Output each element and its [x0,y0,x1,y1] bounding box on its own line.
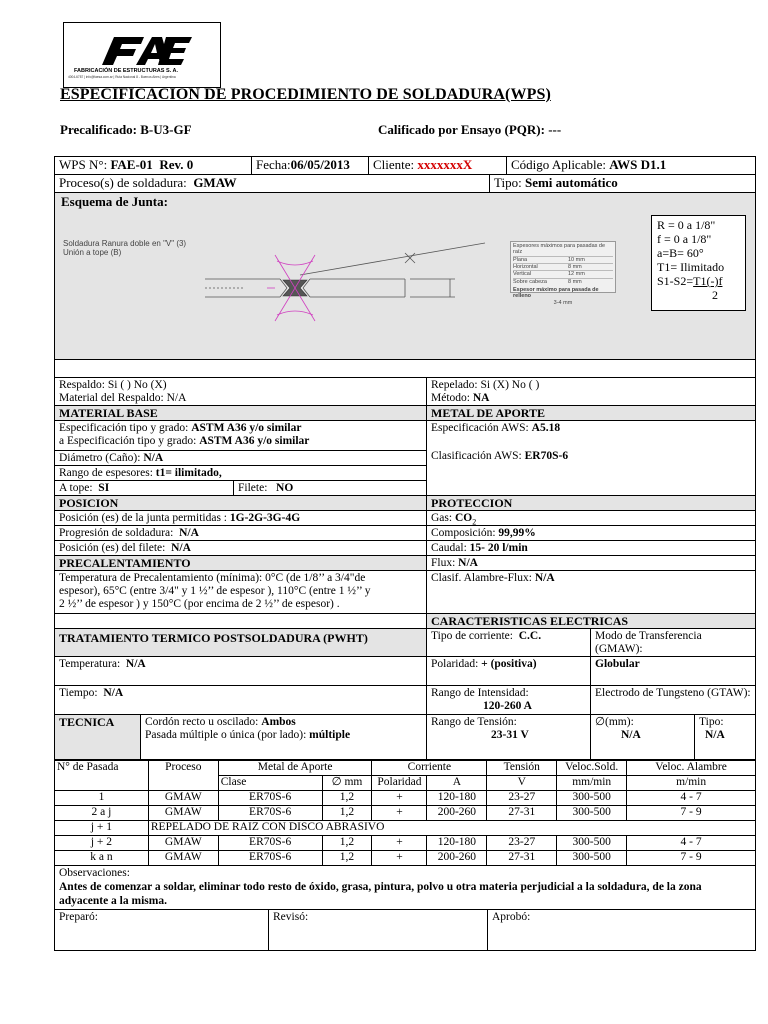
code-cell [506,156,756,175]
cell-amps: 120-180 [427,836,487,851]
prepared-by-label: Preparó: [59,911,98,923]
cell-polarity: + [372,836,427,851]
tungsten-cell [590,685,756,715]
preheat-line-3: 2 ½’’ de espesor ) y 150°C (por encima de 2 ½’’ de espesor) . [59,598,340,611]
date-value: 06/05/2013 [290,157,350,172]
notes-cell [54,865,756,910]
backing-material: Material del Respaldo: N/A [59,392,187,405]
fillet-position-cell [54,540,427,556]
cell-polarity: + [372,791,427,806]
aws-spec-label: Especificación AWS: [431,422,529,434]
date-cell [251,156,369,175]
document-title: ESPECIFICACION DE PROCEDIMIENTO DE SOLDADURA(WPS) [60,86,551,103]
logo-contact: 4004-6787 | info@faesa.com.ar | Ruta Nacional 8 - Buenos Aires | Argentina [68,75,176,79]
intensity-value: 120-260 A [483,700,532,713]
prepared-by-cell [54,909,269,951]
wps-number-label: WPS N°: [59,157,108,172]
header-process: Proceso [148,761,218,791]
pwht-time-value: N/A [103,687,124,699]
base-spec1-label: Especificación tipo y grado: [59,422,189,434]
wps-number: FAE-01 [110,157,153,172]
joint-position-value: 1G-2G-3G-4G [229,512,301,524]
composition-label: Composición: [431,527,496,539]
transfer-value-cell [590,656,756,686]
cell-backgouge-note: REPELADO DE RAIZ CON DISCO ABRASIVO [148,821,755,836]
reviewed-by-label: Revisó: [273,911,309,923]
notes-label: Observaciones: [59,867,130,879]
header-class: Clase [218,776,322,791]
code-label: Código Aplicable: [511,157,606,172]
code-value: AWS D1.1 [609,157,667,172]
protection-header: PROTECCION [426,495,756,511]
base-metal-header: MATERIAL BASE [54,405,427,421]
wire-flux-value: N/A [534,572,555,584]
cell-polarity: + [372,851,427,866]
preheat-header: PRECALENTAMIENTO [54,555,427,571]
pwht-time-label: Tiempo: [59,687,98,699]
base-spec2: ASTM A36 y/o similar [199,435,310,448]
header-pass: N° de Pasada [55,761,149,791]
flux-value: N/A [458,557,478,569]
flow-label: Caudal: [431,542,467,554]
cell-polarity: + [372,806,427,821]
pwht-temp-cell [54,656,427,686]
header-volts: V [487,776,557,791]
voltage-cell [426,714,591,760]
voltage-value: 23-31 V [491,729,529,742]
header-amps: A [427,776,487,791]
company-logo [63,22,221,88]
spec-foot: Espesor máximo para pasada de relleno [513,286,599,300]
gas-subscript: 2 [472,517,477,526]
process-value: GMAW [193,175,237,190]
composition-cell [426,525,756,541]
prequalified-label: Precalificado: B-U3-GF [60,122,192,137]
backing-choice: Respaldo: Si ( ) No (X) [59,379,167,391]
process-cell [54,174,490,193]
base-spec2-label: a Especificación tipo y grado: [59,435,197,448]
cell-wire: 4 - 7 [627,836,756,851]
fillet-position-value: N/A [171,542,191,554]
table-row [55,821,756,836]
type-label: Tipo: [494,175,522,190]
type-value: Semi automático [524,175,618,190]
spec-row: Plana 10 mm [513,256,613,263]
pwht-header: TRATAMIENTO TERMICO POSTSOLDADURA (PWHT) [54,628,427,657]
notes-text: Antes de comenzar a soldar, eliminar todo resto de óxido, grasa, pintura, polvo u otra materia perjudicial a la soldadura, de la zona adyacente a la misma. [59,881,702,908]
tungsten-type-value: N/A [705,729,725,742]
cell-diameter: 1,2 [322,851,372,866]
cell-wire: 7 - 9 [627,806,756,821]
logo-subtitle: FABRICACIÓN DE ESTRUCTURAS S. A. [74,68,178,74]
spec-title: Espesores máximos para pasadas de raíz [513,243,606,256]
method-value: NA [472,392,490,405]
joint-label: Esquema de Junta: [61,194,168,209]
pwht-time-cell [54,685,427,715]
table-row [55,791,756,806]
fillet-value: NO [276,482,294,494]
qualified-label: Calificado por Ensayo (PQR): --- [378,122,562,137]
weld-passes-table [54,760,756,866]
fillet-position-label: Posición (es) del filete: [59,542,166,554]
spec-foot-value: 3-4 mm [553,299,573,306]
formula-label: S1-S2= [657,274,694,288]
joint-params-box [651,215,746,311]
table-row [55,806,756,821]
cell-pass: 2 a j [55,806,149,821]
position-header: POSICION [54,495,427,511]
progression-cell [54,525,427,541]
spec-row: Sobre cabeza 8 mm [513,278,613,285]
cell-volts: 27-31 [487,806,557,821]
filler-metal-header: METAL DE APORTE [426,405,756,421]
fillet-cell [233,480,427,496]
cell-volts: 23-27 [487,836,557,851]
joint-position-label: Posición (es) de la junta permitidas : [59,512,227,524]
wire-flux-cell [426,570,756,614]
cell-pass: 1 [55,791,149,806]
preheat-line-1: Temperatura de Precalentamiento (mínima): 0°C (de 1/8’’ a 3/4"de [59,572,366,584]
cell-process: GMAW [148,806,218,821]
joint-drawing [205,233,515,335]
cell-amps: 120-180 [427,791,487,806]
date-label: Fecha: [256,157,291,172]
preheat-line-2: espesor), 65°C (entre 3/4" y 1 ½’’ de espesor ), 110°C (entre 1 ½’’ y [59,585,371,598]
butt-label: A tope: [59,482,93,494]
blank-before-pwht [54,613,427,629]
thickness-range-value: t1= ilimitado, [155,467,222,479]
cell-amps: 200-260 [427,806,487,821]
cell-process: GMAW [148,791,218,806]
spec-row: Vertical 12 mm [513,270,613,277]
flux-cell [426,555,756,571]
blank-row [54,359,756,378]
aws-spec-value: A5.18 [531,422,561,434]
cell-amps: 200-260 [427,851,487,866]
method-label: Método: [431,392,470,405]
thickness-range-label: Rango de espesores: [59,467,153,479]
cell-process: GMAW [148,836,218,851]
joint-param: f = 0 a 1/8" [657,232,712,246]
backgouge-choice: Repelado: Si (X) No ( ) [431,379,540,391]
cell-pass: j + 2 [55,836,149,851]
technique-header: TECNICA [54,714,141,760]
cell-class: ER70S-6 [218,851,322,866]
formula-numerator: T1(-)f [693,274,723,288]
intensity-label: Rango de Intensidad: [431,687,529,699]
base-spec1: ASTM A36 y/o similar [191,422,302,434]
tungsten-diameter-label: ∅(mm): [595,716,634,728]
backing-cell [54,377,427,406]
cell-speed: 300-500 [557,791,627,806]
header-voltage: Tensión [487,761,557,776]
transfer-mode-value: Globular [595,658,640,670]
bead-label: Cordón recto u oscilado: [145,716,259,728]
cell-volts: 27-31 [487,851,557,866]
cell-class: ER70S-6 [218,791,322,806]
polarity-cell [426,656,591,686]
approved-by-label: Aprobó: [492,911,531,923]
wps-number-cell [54,156,252,175]
root-pass-spec-table [510,241,616,306]
gas-value: CO [454,512,473,524]
diameter-label: Diámetro (Caño): [59,452,141,464]
cell-volts: 23-27 [487,791,557,806]
header-wire-unit: m/min [627,776,756,791]
cell-wire: 4 - 7 [627,791,756,806]
tungsten-type-cell [694,714,756,760]
cell-class: ER70S-6 [218,836,322,851]
current-type-value: C.C. [518,630,542,642]
joint-param: R = 0 a 1/8" [657,218,716,232]
progression-value: N/A [179,527,199,539]
polarity-value: + (positiva) [481,658,537,670]
table-row [55,851,756,866]
cell-wire: 7 - 9 [627,851,756,866]
thickness-range-cell [54,465,427,481]
pwht-temp-value: N/A [125,658,146,670]
pwht-temp-label: Temperatura: [59,658,121,670]
header-filler: Metal de Aporte [218,761,372,776]
header-wire: Veloc. Alambre [627,761,756,776]
voltage-label: Rango de Tensión: [431,716,517,728]
intensity-cell [426,685,591,715]
joint-sketch-panel [54,192,756,360]
tungsten-label: Electrodo de Tungsteno (GTAW): [595,687,751,699]
client-label: Cliente: [373,157,415,172]
joint-position-cell [54,510,427,526]
pass-label: Pasada múltiple o única (por lado): [145,729,307,742]
current-type-cell [426,628,591,657]
gas-cell [426,510,756,526]
flow-value: 15- 20 l/min [469,542,528,554]
transfer-mode-cell [590,628,756,657]
table-header-row [55,761,756,776]
aws-class-label: Clasificación AWS: [431,450,522,463]
flux-label: Flux: [431,557,456,569]
joint-param: T1= Ilimitado [657,260,725,274]
fae-logo-mark [100,33,192,69]
type-cell [489,174,756,193]
gas-label: Gas: [431,512,453,524]
filler-spec-cell [426,420,756,496]
cell-speed: 300-500 [557,851,627,866]
spec-row: Horizontal 8 mm [513,263,613,270]
cell-speed: 300-500 [557,806,627,821]
butt-cell [54,480,234,496]
header-speed-unit: mm/min [557,776,627,791]
butt-value: SI [98,482,110,494]
pass-value: múltiple [309,729,351,742]
drawing-caption-2: Unión a tope (B) [63,248,122,257]
header-polarity: Polaridad [372,776,427,791]
cell-pass: j + 1 [55,821,149,836]
drawing-caption-1: Soldadura Ranura doble en "V" (3) [63,239,187,248]
current-type-label: Tipo de corriente: [431,630,513,642]
header-speed: Veloc.Sold. [557,761,627,776]
cell-diameter: 1,2 [322,806,372,821]
reviewed-by-cell [268,909,488,951]
cell-diameter: 1,2 [322,836,372,851]
tungsten-type-label: Tipo: [699,716,724,728]
approved-by-cell [487,909,756,951]
spec-rows [513,256,613,285]
cell-pass: k a n [55,851,149,866]
joint-param: a=B= 60° [657,246,704,260]
flow-cell [426,540,756,556]
transfer-mode-label: Modo de Transferencia (GMAW): [595,630,702,656]
header-diameter: ∅ mm [322,776,372,791]
progression-label: Progresión de soldadura: [59,527,174,539]
header-current: Corriente [372,761,487,776]
cell-speed: 300-500 [557,836,627,851]
base-spec-cell [54,420,427,451]
backgouge-cell [426,377,756,406]
preheat-cell [54,570,427,614]
technique-cell [140,714,427,760]
composition-value: 99,99% [498,527,536,539]
polarity-label: Polaridad: [431,658,479,670]
joint-params-list [657,218,740,274]
cell-process: GMAW [148,851,218,866]
process-label: Proceso(s) de soldadura: [59,175,187,190]
tungsten-diameter-value: N/A [621,729,641,742]
fillet-label: Filete: [238,482,268,494]
wps-revision: Rev. 0 [159,157,194,172]
client-value: xxxxxxxX [417,157,473,172]
cell-class: ER70S-6 [218,806,322,821]
cell-diameter: 1,2 [322,791,372,806]
bead-value: Ambos [261,716,296,728]
table-row [55,836,756,851]
tungsten-diameter-cell [590,714,695,760]
wire-flux-label: Clasif. Alambre-Flux: [431,572,532,584]
diameter-cell [54,450,427,466]
electrical-header: CARACTERISTICAS ELECTRICAS [426,613,756,629]
formula-denominator: 2 [712,288,718,302]
diameter-value: N/A [143,452,164,464]
client-cell [368,156,507,175]
aws-class-value: ER70S-6 [524,450,569,463]
joint-formula [657,274,740,288]
